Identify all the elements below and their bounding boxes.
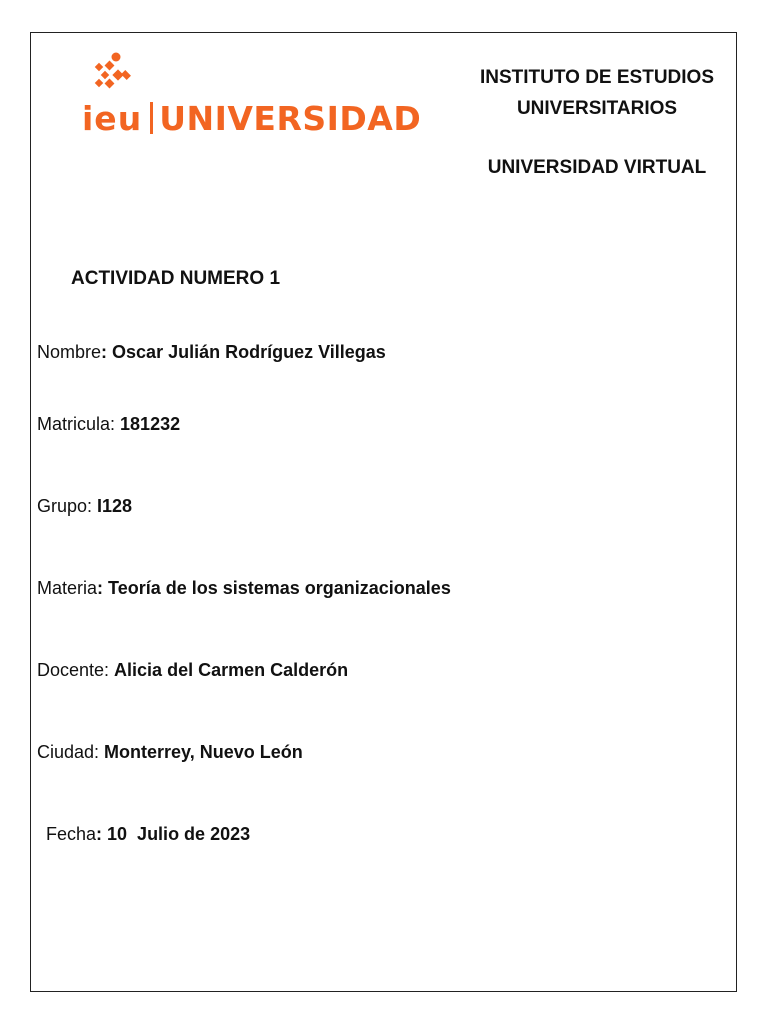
field-nombre-value: Oscar Julián Rodríguez Villegas: [112, 342, 386, 362]
field-docente-value: Alicia del Carmen Calderón: [114, 660, 349, 680]
field-docente: [37, 660, 348, 681]
field-materia-value: Teoría de los sistemas organizacionales: [108, 578, 451, 598]
field-grupo-label: Grupo:: [37, 496, 98, 516]
university-virtual-heading: UNIVERSIDAD VIRTUAL: [487, 157, 707, 178]
field-fecha-value: 10 Julio de 2023: [107, 824, 251, 844]
field-ciudad: [37, 742, 303, 763]
institution-line-2: UNIVERSITARIOS: [516, 98, 678, 119]
logo-ieu-text: ieu: [82, 99, 143, 138]
field-nombre-sep: :: [101, 342, 113, 362]
field-ciudad-value: Monterrey, Nuevo León: [104, 742, 303, 762]
institution-line-1: INSTITUTO DE ESTUDIOS: [479, 67, 714, 88]
field-matricula-value: 181232: [120, 414, 181, 434]
logo-separator: [150, 102, 153, 134]
field-grupo: [37, 496, 132, 517]
field-matricula-label: Matricula:: [37, 414, 121, 434]
logo-universidad-text: UNIVERSIDAD: [159, 99, 422, 138]
field-materia-sep: :: [97, 578, 109, 598]
field-fecha-sep: :: [96, 824, 108, 844]
ieu-universidad-logo: [82, 52, 422, 152]
field-nombre: [37, 342, 386, 363]
field-materia: [37, 578, 451, 599]
logo-wordmark: [82, 99, 422, 138]
field-fecha-label: Fecha: [46, 824, 97, 844]
field-nombre-label: Nombre: [37, 342, 102, 362]
field-grupo-value: I128: [97, 496, 133, 516]
field-fecha: [46, 824, 250, 845]
field-materia-label: Materia: [37, 578, 98, 598]
activity-title: ACTIVIDAD NUMERO 1: [71, 268, 281, 289]
institution-name: [452, 62, 742, 124]
field-ciudad-label: Ciudad:: [37, 742, 105, 762]
field-matricula: [37, 414, 180, 435]
ieu-logo-chevron-icon: [90, 52, 136, 94]
field-docente-label: Docente:: [37, 660, 115, 680]
